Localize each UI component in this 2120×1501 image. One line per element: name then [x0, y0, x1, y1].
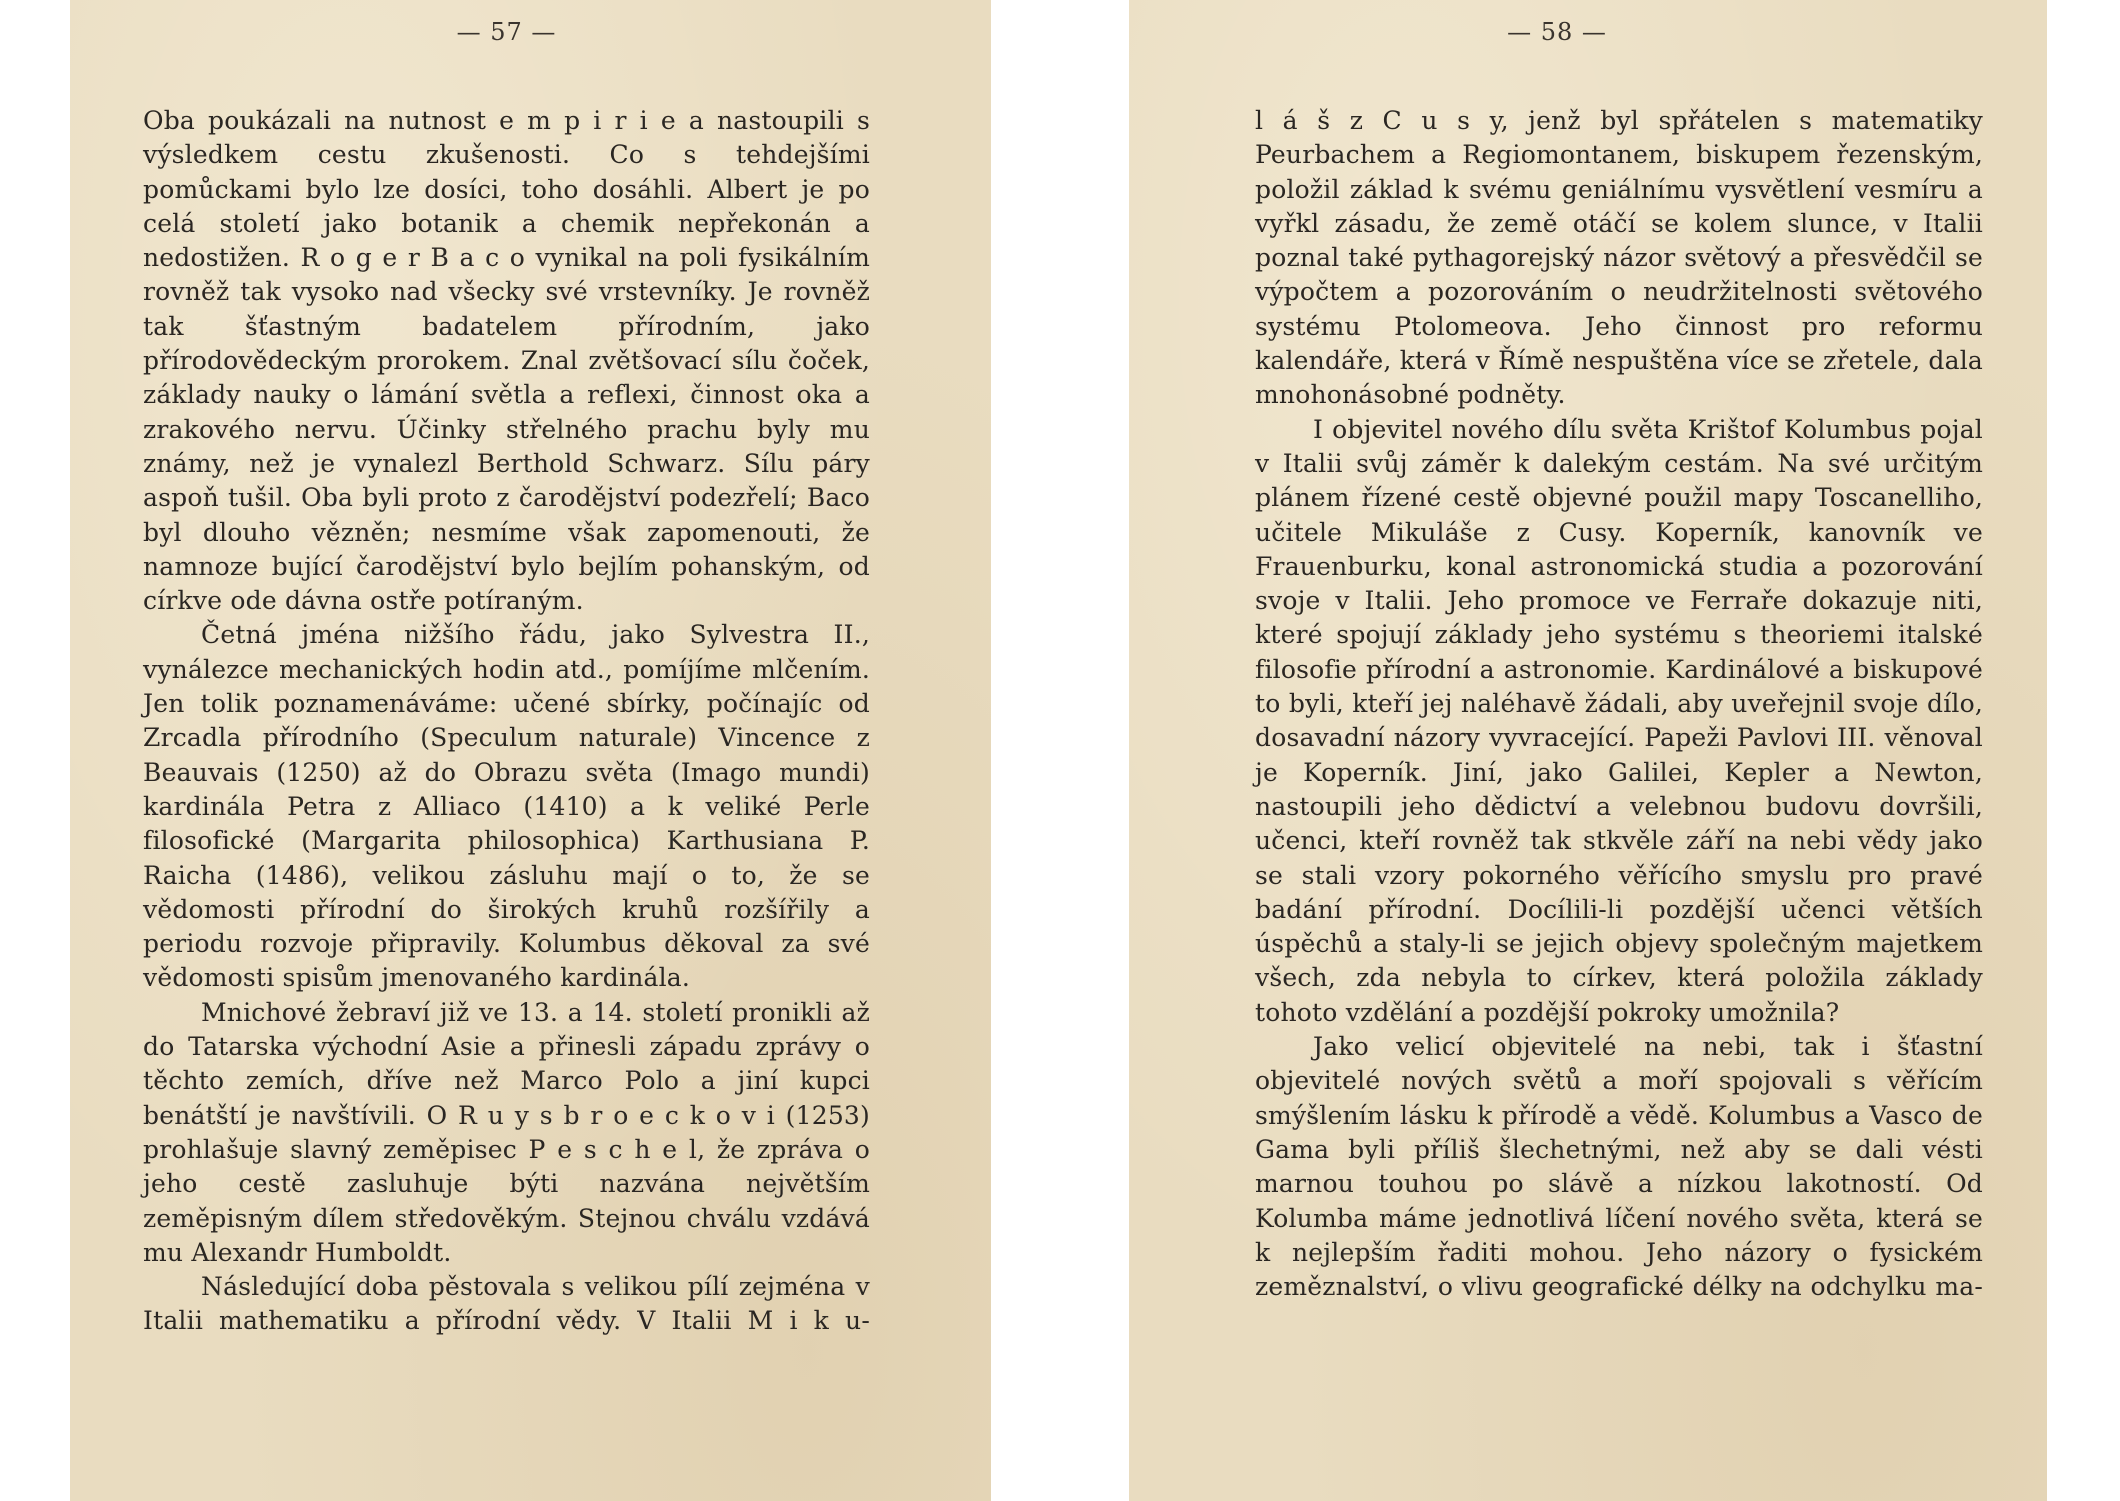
paragraph: I objevitel nového dílu světa Krištof Kolumbus pojal v Italii svůj záměr k dalekým cestám. Na své určitým plánem řízené cestě objevné použil mapy Toscanelliho, učitele Mikuláše z Cusy. Koperník, kanovník ve Frauenburku, konal astronomická studia a pozorování svoje v Italii. Jeho promoce ve Ferraře dokazuje niti, které spojují základy jeho systému s theoriemi italské filosofie přírodní a astronomie. Kardinálové a biskupové to byli, kteří jej naléhavě žádali, aby uveřejnil svoje dílo, dosavadní názory vyvracející. Papeži Pavlovi III. věnoval je Koperník. Jiní, jako Galilei, Kepler a Newton, nastoupili jeho dědictví a velebnou budovu dovršili, učenci, kteří rovněž tak stkvěle září na nebi vědy jako se stali vzory pokorného věřícího smyslu pro pravé badání přírodní. Docílili-li pozdější učenci větších úspěchů a staly-li se jejich objevy společným majetkem všech, zda nebyla to církev, která položila základy tohoto vzdělání a pozdější pokroky umožnila?	[1255, 414, 1983, 1027]
paragraph: Následující doba pěstovala s velikou pílí zejména v Italii mathematiku a přírodní vědy. V Italii M i k u-	[143, 1272, 870, 1336]
paragraph: Četná jména nižšího řádu, jako Sylvestra II., vynálezce mechanických hodin atd., pomíjíme mlčením. Jen tolik poznamenáváme: učené sbírky, počínajíc od Zrcadla přírodního (Speculum naturale) Vincence z Beauvais (1250) až do Obrazu světa (Imago mundi) kardinála Petra z Alliaco (1410) a k veliké Perle filosofické (Margarita philosophica) Karthusiana P. Raicha (1486), velikou zásluhu mají o to, že se vědomosti přírodní do širokých kruhů rozšířily a periodu rozvoje připravily. Kolumbus děkoval za své vědomosti spisům jmenovaného kardinála.	[143, 620, 870, 993]
page-number: — 57 —	[456, 18, 557, 46]
page-text	[1255, 104, 1983, 1304]
paragraph: Mnichové žebraví již ve 13. a 14. století pronikli až do Tatarska východní Asie a přinesli západu zprávy o těchto zemích, dříve než Marco Polo a jiní kupci benátští je navštívili. O R u y s b r o e c k o v i (1253) prohlašuje slavný zeměpisec P e s c h e l, že zpráva o jeho cestě zasluhuje býti nazvána největším zeměpisným dílem středověkým. Stejnou chválu vzdává mu Alexandr Humboldt.	[143, 997, 870, 1267]
paragraph: l á š z C u s y, jenž byl spřátelen s matematiky Peurbachem a Regiomontanem, biskupem řezenským, položil základ k svému geniálnímu vysvětlení vesmíru a vyřkl zásadu, že země otáčí se kolem slunce, v Italii poznal také pythagorejský názor světový a přesvědčil se výpočtem a pozorováním o neudržitelnosti světového systému Ptolomeova. Jeho činnost pro reformu kalendáře, která v Římě nespuštěna více se zřetele, dala mnohonásobné podněty.	[1255, 106, 1983, 410]
left-page	[70, 0, 991, 1501]
paragraph: Oba poukázali na nutnost e m p i r i e a nastoupili s výsledkem cestu zkušenosti. Co s tehdejšími pomůckami bylo lze dosíci, toho dosáhli. Albert je po celá století jako botanik a chemik nepřekonán a nedostižen. R o g e r B a c o vynikal na poli fysikálním rovněž tak vysoko nad všecky své vrstevníky. Je rovněž tak šťastným badatelem přírodním, jako přírodovědeckým prorokem. Znal zvětšovací sílu čoček, základy nauky o lámání světla a reflexi, činnost oka a zrakového nervu. Účinky střelného prachu byly mu známy, než je vynalezl Berthold Schwarz. Sílu páry aspoň tušil. Oba byli proto z čarodějství podezřelí; Baco byl dlouho vězněn; nesmíme však zapomenouti, že namnoze bující čarodějství bylo bejlím pohanským, od církve ode dávna ostře potíraným.	[143, 106, 870, 616]
page-text	[143, 104, 870, 1339]
page-number: — 58 —	[1507, 18, 1607, 46]
right-page	[1129, 0, 2047, 1501]
paragraph: Jako velicí objevitelé na nebi, tak i šťastní objevitelé nových světů a moří spojovali s věřícím smýšlením lásku k přírodě a vědě. Kolumbus a Vasco de Gama byli příliš šlechetnými, než aby se dali vésti marnou touhou po slávě a nízkou lakotností. Od Kolumba máme jednotlivá líčení nového světa, která se k nejlepším řaditi mohou. Jeho názory o fysickém zeměznalství, o vlivu geografické délky na odchylku ma-	[1255, 1032, 1983, 1302]
